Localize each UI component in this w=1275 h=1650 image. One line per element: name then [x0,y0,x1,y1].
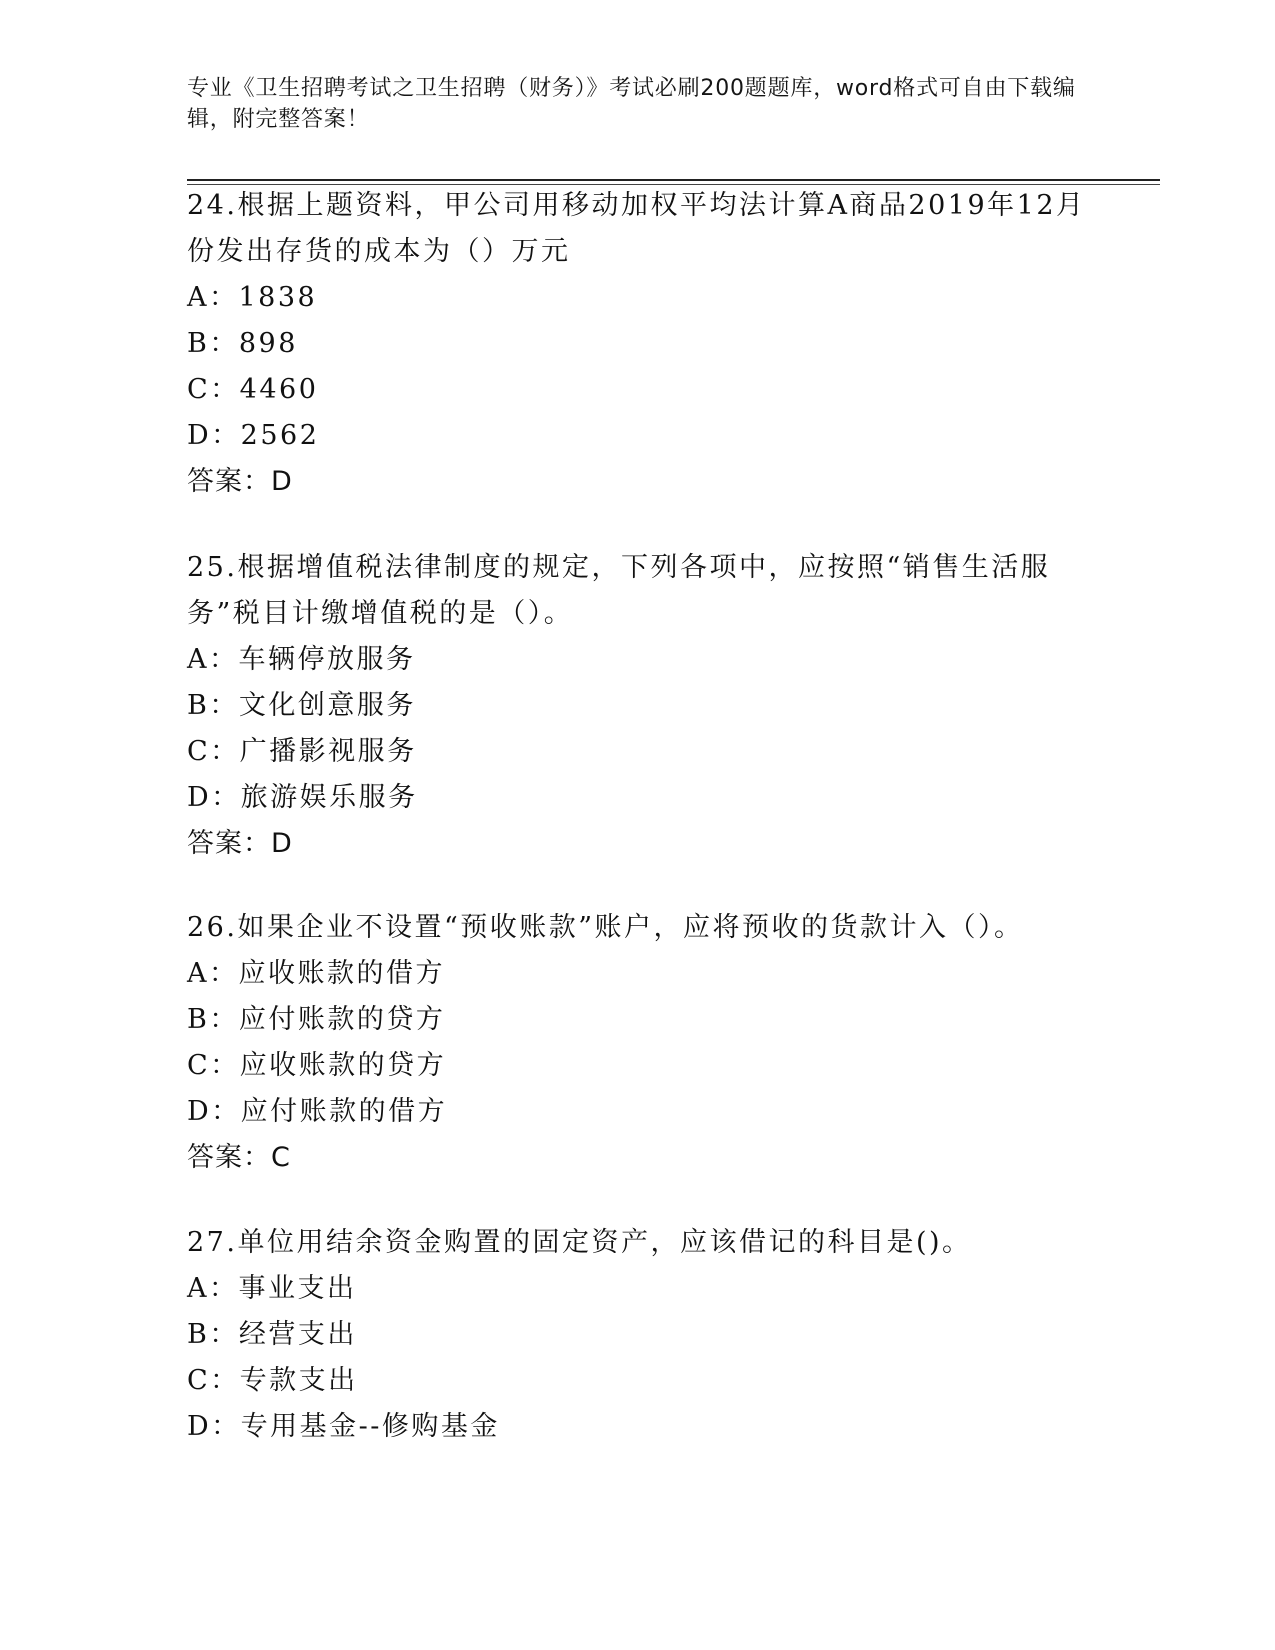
option-key: A： [187,1273,239,1304]
option-a [187,637,1087,683]
option-key: B： [187,690,239,721]
option-key: A： [187,644,239,675]
option-c [187,729,1087,775]
option-c [187,367,1087,413]
option-key: C： [187,1050,240,1081]
question-stem: 26.如果企业不设置“预收账款”账户，应将预收的货款计入（）。 [187,912,1024,943]
option-key: C： [187,374,240,405]
question-stem: 25.根据增值税法律制度的规定，下列各项中，应按照“销售生活服务”税目计缴增值税的是（）。 [187,552,1051,629]
option-text: 应付账款的贷方 [238,1004,446,1035]
option-text: 文化创意服务 [238,690,416,721]
option-b [187,321,1087,367]
option-c [187,1043,1087,1089]
option-text: 专款支出 [239,1365,358,1396]
option-a [187,1266,1087,1312]
option-text: 898 [238,328,298,359]
option-text: 4460 [239,374,319,405]
option-text: 应收账款的贷方 [239,1050,447,1081]
option-c [187,1358,1087,1404]
option-text: 经营支出 [238,1319,357,1350]
question-25 [187,545,1087,867]
question-24 [187,183,1087,505]
option-d [187,1404,1087,1450]
option-key: D： [187,1096,241,1127]
option-d [187,775,1087,821]
answer-line: 答案：D [187,828,293,859]
option-text: 广播影视服务 [239,736,417,767]
option-text: 旅游娱乐服务 [240,782,418,813]
document-header: 专业《卫生招聘考试之卫生招聘（财务）》考试必刷200题题库，word格式可自由下载编辑，附完整答案！ [187,76,1076,132]
option-d [187,1089,1087,1135]
option-d [187,413,1087,459]
answer-line: 答案：D [187,466,293,497]
option-key: A： [187,282,239,313]
option-text: 2562 [240,420,320,451]
option-b [187,1312,1087,1358]
option-text: 应收账款的借方 [238,958,445,989]
option-key: B： [187,328,239,359]
option-key: D： [187,782,241,813]
header-divider-thick [187,179,1160,181]
option-key: B： [187,1319,239,1350]
option-key: C： [187,1365,240,1396]
option-key: A： [187,958,239,989]
option-key: D： [187,420,241,451]
option-text: 应付账款的借方 [240,1096,448,1127]
option-text: 专用基金--修购基金 [240,1411,500,1442]
option-key: B： [187,1004,239,1035]
question-stem: 27.单位用结余资金购置的固定资产，应该借记的科目是()。 [187,1227,972,1258]
question-stem: 24.根据上题资料，甲公司用移动加权平均法计算A商品2019年12月份发出存货的成本为（）万元 [187,190,1086,267]
option-b [187,997,1087,1043]
option-text: 事业支出 [238,1273,357,1304]
option-a [187,275,1087,321]
option-b [187,683,1087,729]
question-27 [187,1220,1087,1450]
question-26 [187,905,1087,1181]
option-a [187,951,1087,997]
option-key: C： [187,736,240,767]
option-key: D： [187,1411,241,1442]
answer-line: 答案：C [187,1142,291,1173]
option-text: 车辆停放服务 [238,644,416,675]
option-text: 1838 [238,282,318,313]
